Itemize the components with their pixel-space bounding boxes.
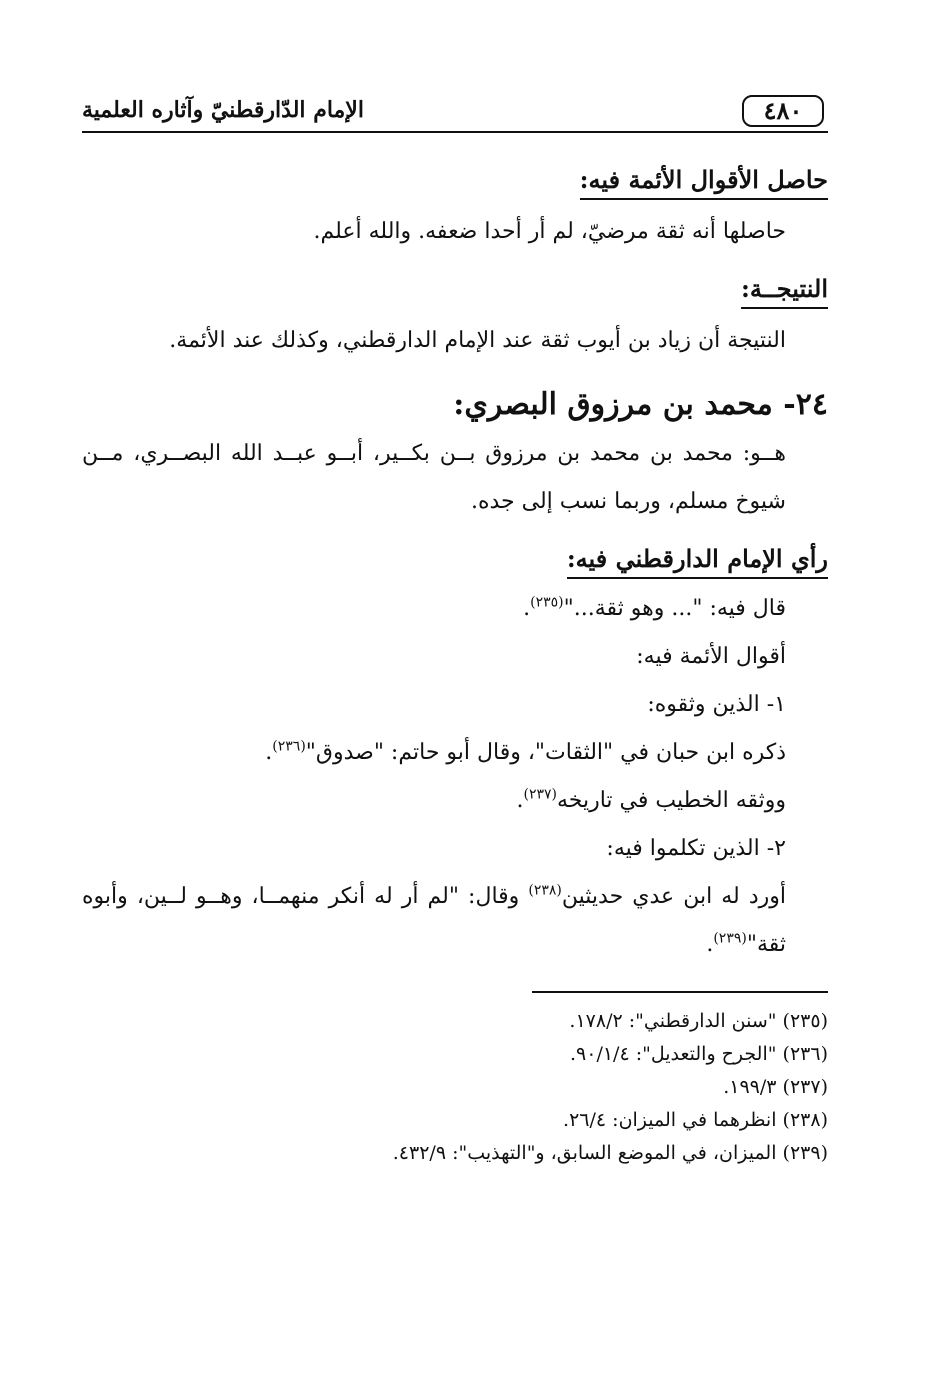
group2-text-b: وقال: "لم أر له أنكر منهمــا، وهــو لــين، وأبوه ثقة"	[82, 884, 786, 957]
group1-label: ١- الذين وثقوه:	[647, 692, 786, 717]
book-title: الإمام الدّارقطنيّ وآثاره العلمية	[82, 97, 364, 123]
entry-intro-paragraph: هــو: محمد بن محمد بن مرزوق بــن بكــير، أبــو عبــد الله البصــري، مــن شيوخ مسلم، وربما نسب إلى جده.	[82, 441, 786, 514]
footnote-235: (٢٣٥) "سنن الدارقطني": ١٧٨/٢.	[569, 1010, 828, 1032]
section-heading-result: النتيجــة:	[741, 274, 828, 309]
group1-line1: ذكره ابن حبان في "الثقات"، وقال أبو حاتم: "صدوق"$^{(٢٣٦)}$.	[265, 738, 786, 765]
group2-text: أورد له ابن عدي حديثين$^{(٢٣٨)}$ وقال: "لم أر له أنكر منهمــا، وهــو لــين، وأبوه ثقة"$^{(٢٣٩)}$.	[82, 882, 786, 957]
footnote-ref: (٢٣٧)	[523, 786, 557, 803]
footnote-236: (٢٣٦) "الجرح والتعديل": ٩٠/١/٤.	[569, 1043, 828, 1065]
quote-text: قال فيه: "... وهو ثقة..."	[563, 596, 786, 621]
footnote-ref: (٢٣٦)	[272, 738, 306, 755]
footnotes	[82, 1005, 828, 1170]
group2-text-a: أورد له ابن عدي حديثين	[561, 884, 786, 909]
footnote-ref: (٢٣٨)	[528, 882, 562, 899]
footnote-ref: (٢٣٥)	[530, 594, 564, 611]
footnote-ref: (٢٣٩)	[713, 930, 747, 947]
footnote-237: (٢٣٧) ١٩٩/٣.	[723, 1076, 828, 1098]
group1-line2: ووثقه الخطيب في تاريخه$^{(٢٣٧)}$.	[516, 786, 786, 813]
running-header	[82, 95, 828, 133]
section-heading-wrap	[82, 274, 828, 309]
footnote-238: (٢٣٨) انظرهما في الميزان: ٢٦/٤.	[563, 1109, 828, 1131]
imams-sayings-label: أقوال الأئمة فيه:	[636, 644, 786, 669]
summary-text: حاصلها أنه ثقة مرضيّ، لم أر أحدا ضعفه. والله أعلم.	[313, 219, 786, 244]
section-heading-opinion: رأي الإمام الدارقطني فيه:	[567, 544, 828, 579]
footnote-divider	[532, 991, 828, 993]
section-heading-wrap	[82, 165, 828, 200]
page-number: ٤٨٠	[742, 95, 824, 127]
footnote-239: (٢٣٩) الميزان، في الموضع السابق، و"التهذيب": ٤٣٢/٩.	[392, 1142, 828, 1164]
group1-line1-text: ذكره ابن حبان في "الثقات"، وقال أبو حاتم: "صدوق"	[305, 740, 786, 765]
group1-line2-text: ووثقه الخطيب في تاريخه	[556, 788, 786, 813]
result-text: النتيجة أن زياد بن أيوب ثقة عند الإمام الدارقطني، وكذلك عند الأئمة.	[169, 328, 786, 353]
section-heading-summary: حاصل الأقوال الأئمة فيه:	[580, 165, 828, 200]
quote-line: قال فيه: "... وهو ثقة..."$^{(٢٣٥)}$.	[523, 594, 786, 621]
section-heading-wrap	[82, 544, 828, 579]
page	[82, 95, 828, 1170]
entry-title: ٢٤- محمد بن مرزوق البصري:	[453, 387, 828, 422]
group2-label: ٢- الذين تكلموا فيه:	[606, 836, 786, 861]
